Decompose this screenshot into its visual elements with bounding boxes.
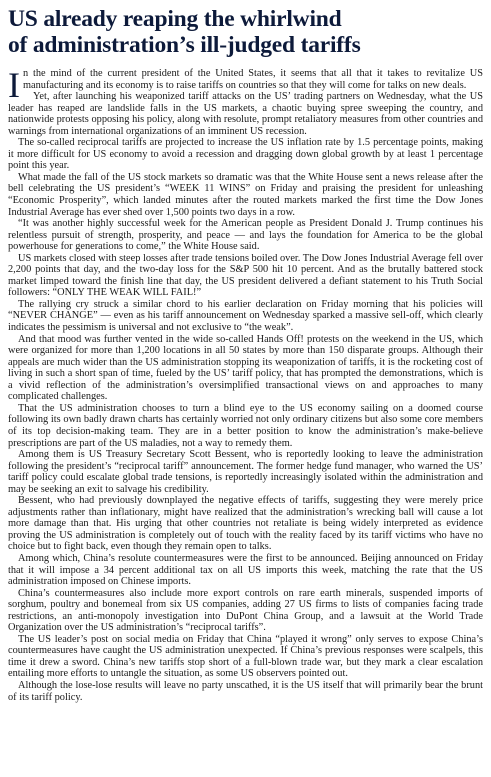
article-paragraph: Yet, after launching his weaponized tariff attacks on the US’ trading partners on Wednesday, what the US leader has reaped are landslide falls in the US markets, a chaotic buying spree sweeping the country, and nationwide protests opposing his policy, along with resolute, prompt retaliatory measures from other countries and warnings from international organizations of an imminent US recession. [8,91,483,137]
article-paragraph: China’s countermeasures also include more export controls on rare earth minerals, suspended imports of sorghum, poultry and bonemeal from six US companies, adding 27 US firms to lists of companies facing trade restrictions, an anti-monopoly investigation into DuPont China Group, and a lawsuit at the World Trade Organization over the US administration’s “reciprocal tariffs”. [8,587,483,634]
article-paragraph: Although the lose-lose results will leave no party unscathed, it is the US itself that will primarily bear the brunt of its tariff policy. [8,679,483,703]
article-paragraph: What made the fall of the US stock markets so dramatic was that the White House sent a news release after the bell celebrating the US president’s “WEEK 11 WINS” on Friday and praising the president for unleashing “Economic Prosperity”, which landed minutes after the routed markets marked the first time the Dow Jones Industrial Average has ever shed over 1,500 points two days in a row. [8,171,483,218]
article-paragraph: That the US administration chooses to turn a blind eye to the US economy sailing on a doomed course following its own badly drawn charts has certainly worried not only ordinary citizens but also some core members of its top decision-making team. They are in a better position to know the administration’s make-believe prescriptions are part of the US maladies, not a way to remedy them. [8,402,483,449]
article-body [8,65,483,703]
drop-cap: I [8,65,20,105]
article-paragraph: Among them is US Treasury Secretary Scott Bessent, who is reportedly looking to leave the administration following the president’s “reciprocal tariff” announcement. The former hedge fund manager, who warned the US’ tariff policy could escalate global trade tensions, is reportedly increasingly isolated within the administration and may be seeking an exit to salvage his credibility. [8,449,483,495]
headline-line-2: of administration’s ill-judged tariffs [8,32,361,58]
article-paragraph: The US leader’s post on social media on Friday that China “played it wrong” only serves to expose China’s countermeasures have caught the US administration unexpected. If China’s previous responses were scalpels, this time it drew a sword. China’s new tariffs stop short of a full-blown trade war, but they mark a clear escalation entailing more efforts to untangle the situation, as some US observers pointed out. [8,633,483,680]
article-paragraph-lead [8,65,483,105]
article-paragraph: The rallying cry struck a similar chord to his earlier declaration on Friday morning that his policies will “NEVER CHANGE” — even as his tariff announcement on Wednesday sparked a massive sell-off, which clearly indicates the pessimism is universal and not exclusive to “the weak”. [8,298,483,334]
headline-line-1: US already reaping the whirlwind [8,6,342,32]
article-paragraph: “It was another highly successful week for the American people as President Donald J. Trump continues his relentless pursuit of strength, prosperity, and peace — and lays the foundation for America to be the global powerhouse for generations to come,” the White House said. [8,218,483,253]
headline [8,6,483,58]
article-paragraph: And that mood was further vented in the wide so-called Hands Off! protests on the weekend in the US, which were organized for more than 1,200 locations in all 50 states by more than 150 disparate groups. Although their appeals are much wider than the US administration stopping its weaponization of tariffs, it is the rocketing cost of living in such a short span of time, fueled by the US’ tariff policy, that has prompted the demonstrations, which is a vivid reflection of the administration’s oversimplified transactional views on and approaches to many complicated challenges. [8,333,483,403]
article-paragraph: Bessent, who had previously downplayed the negative effects of tariffs, suggesting they were merely price adjustments rather than inflationary, might have realized that the administration’s wrecking ball will cause a lot more damage than that. His urging that other countries not retaliate is being widely interpreted as evidence proving the US administration is completely out of touch with the reality faced by its tariff victims who have no choice but to fight back, even though they remain open to talks. [8,495,483,553]
article-paragraph: US markets closed with steep losses after trade tensions boiled over. The Dow Jones Industrial Average fell over 2,200 points that day, and the two-day loss for the S&P 500 hit 10 percent. And as the brutally battered stock market limped toward the finish line that day, the US president delivered a defiant statement to his Truth Social followers: “ONLY THE WEAK WILL FAIL!” [8,252,483,299]
article-paragraph: Among which, China’s resolute countermeasures were the first to be announced. Beijing announced on Friday that it will impose a 34 percent additional tax on all US imports this week, matching the rate that the US administration imposed on Chinese imports. [8,552,483,588]
paragraph-text: n the mind of the current president of the United States, it seems that all that it takes to revitalize US manufacturing and its economy is to raise tariffs on countries so that they will come for talks on new deals. [23,68,483,91]
article-paragraph: The so-called reciprocal tariffs are projected to increase the US inflation rate by 1.5 percentage points, making it more difficult for US economy to avoid a recession and dragging down global growth by at least 1 percentage point this year. [8,137,483,172]
